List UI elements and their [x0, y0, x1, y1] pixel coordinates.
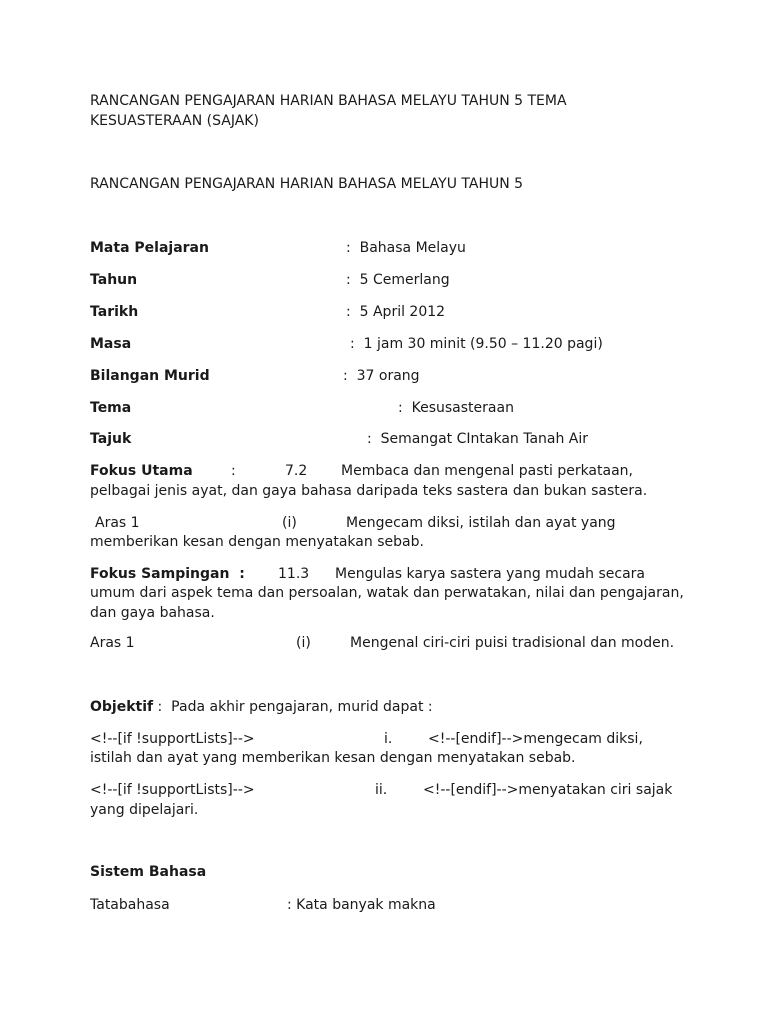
tatabahasa-label: Tatabahasa [90, 897, 170, 913]
objektif-text: : Pada akhir pengajaran, murid dapat : [153, 699, 433, 715]
bilangan-murid-label: Bilangan Murid [90, 368, 210, 384]
tajuk-label: Tajuk [90, 431, 132, 447]
aras1-a-label: Aras 1 [95, 515, 140, 531]
fokus-sampingan-line-3: dan gaya bahasa. [90, 605, 215, 621]
sistem-bahasa-heading: Sistem Bahasa [90, 864, 207, 880]
fokus-sampingan-line-1: Mengulas karya sastera yang mudah secara [335, 566, 645, 582]
aras1-b-label: Aras 1 [90, 635, 135, 651]
aras1-b-text: Mengenal ciri-ciri puisi tradisional dan moden. [350, 635, 675, 651]
bilangan-murid-value: : 37 orang [343, 368, 420, 384]
title-line-1: RANCANGAN PENGAJARAN HARIAN BAHASA MELAYU TAHUN 5 TEMA [90, 93, 567, 109]
title-line-2: KESUASTERAAN (SAJAK) [90, 113, 259, 129]
fokus-utama-line-2: pelbagai jenis ayat, dan gaya bahasa daripada teks sastera dan bukan sastera. [90, 483, 648, 499]
fokus-utama-line-1: Membaca dan mengenal pasti perkataan, [341, 463, 633, 479]
objektif-item-2-num: ii. [375, 782, 388, 798]
objektif-label: Objektif [90, 699, 154, 715]
objektif-item-1-line-1: <!--[endif]-->mengecam diksi, [428, 731, 643, 747]
objektif-item-2-line-1: <!--[endif]-->menyatakan ciri sajak [423, 782, 673, 798]
tahun-value: : 5 Cemerlang [346, 272, 450, 288]
objektif-line [90, 697, 433, 717]
tarikh-label: Tarikh [90, 304, 139, 320]
tema-label: Tema [90, 400, 132, 416]
objektif-item-2-prefix: <!--[if !supportLists]--> [90, 782, 255, 798]
fokus-utama-label: Fokus Utama [90, 463, 193, 479]
objektif-item-2-line-2: yang dipelajari. [90, 802, 199, 818]
objektif-item-1-prefix: <!--[if !supportLists]--> [90, 731, 255, 747]
fokus-sampingan-label: Fokus Sampingan : [90, 566, 245, 582]
aras1-a-line-2: memberikan kesan dengan menyatakan sebab. [90, 534, 424, 550]
objektif-item-1-num: i. [384, 731, 393, 747]
fokus-sampingan-code: 11.3 [278, 566, 310, 582]
tarikh-value: : 5 April 2012 [346, 304, 446, 320]
fokus-utama-colon: : [231, 463, 236, 479]
mata-pelajaran-label: Mata Pelajaran [90, 240, 209, 256]
mata-pelajaran-value: : Bahasa Melayu [346, 240, 466, 256]
tatabahasa-value: : Kata banyak makna [287, 897, 436, 913]
fokus-utama-code: 7.2 [285, 463, 308, 479]
tema-value: : Kesusasteraan [398, 400, 514, 416]
masa-value: : 1 jam 30 minit (9.50 – 11.20 pagi) [350, 336, 603, 352]
objektif-item-1-line-2: istilah dan ayat yang memberikan kesan dengan menyatakan sebab. [90, 750, 576, 766]
aras1-a-line-1: Mengecam diksi, istilah dan ayat yang [346, 515, 616, 531]
masa-label: Masa [90, 336, 132, 352]
tajuk-value: : Semangat CIntakan Tanah Air [367, 431, 589, 447]
tahun-label: Tahun [90, 272, 138, 288]
aras1-a-num: (i) [282, 515, 297, 531]
fokus-sampingan-line-2: umum dari aspek tema dan persoalan, watak dan perwatakan, nilai dan pengajaran, [90, 585, 684, 601]
subtitle: RANCANGAN PENGAJARAN HARIAN BAHASA MELAYU TAHUN 5 [90, 176, 524, 192]
aras1-b-num: (i) [296, 635, 311, 651]
